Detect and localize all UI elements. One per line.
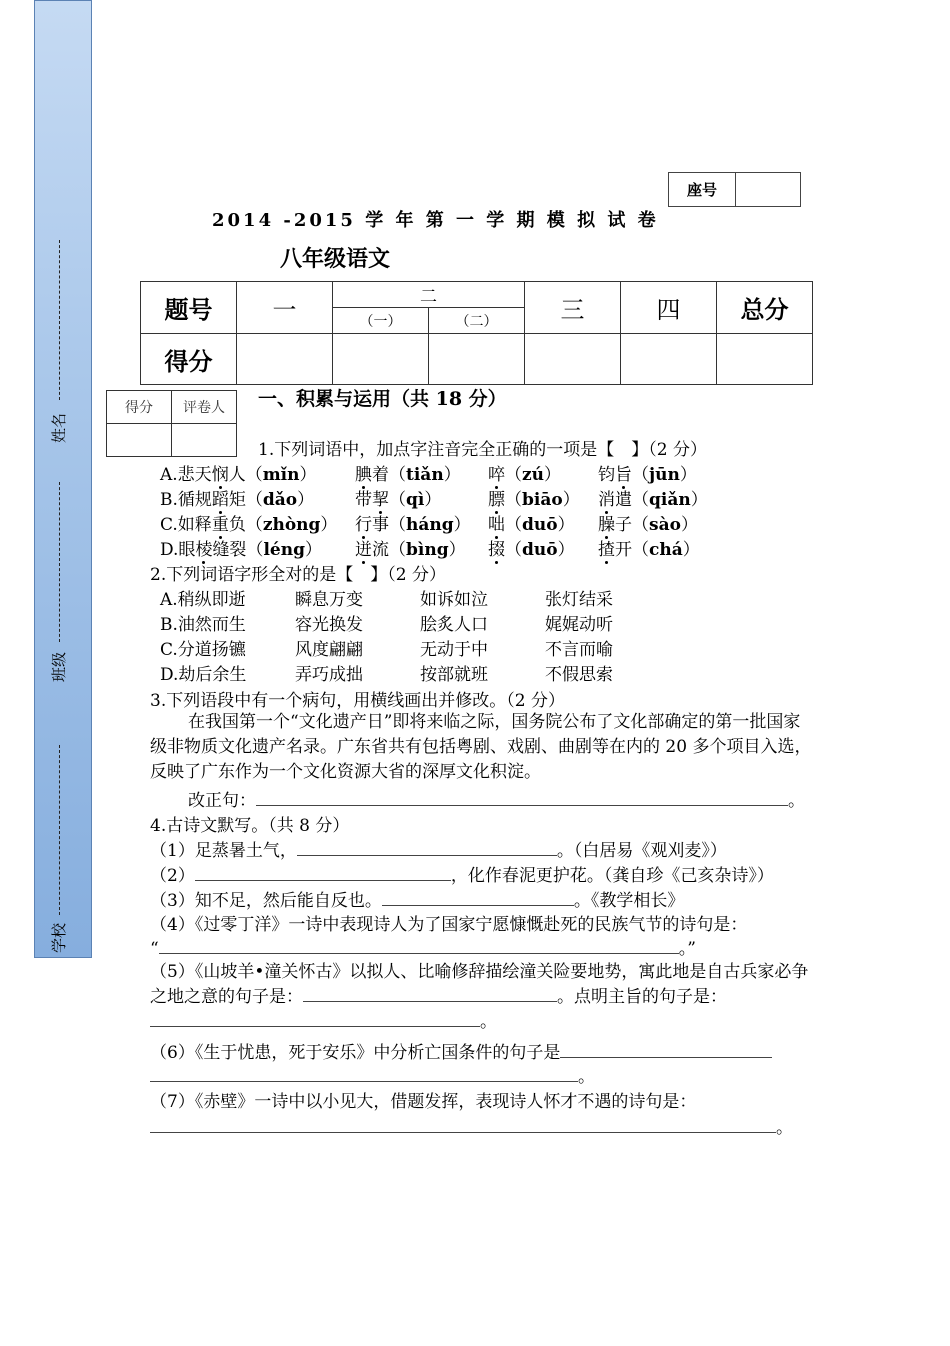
option-text: A.悲天 — [160, 465, 212, 485]
q4-item4-blank[interactable] — [159, 937, 679, 954]
pinyin: zhòng — [262, 515, 321, 535]
class-line — [59, 482, 60, 642]
score-cell[interactable] — [717, 334, 813, 385]
q4-item4-close: 。” — [678, 939, 696, 959]
dotted-char: 掇 — [488, 540, 505, 560]
q4-item6-blank2[interactable] — [150, 1065, 578, 1082]
option-text: 缝裂（ — [212, 540, 264, 560]
header-part2a: （一） — [333, 308, 429, 334]
exam-subtitle: 八年级语文 — [280, 246, 391, 272]
dotted-char: 蹈 — [211, 490, 229, 510]
seat-label: 座号 — [669, 173, 736, 207]
option-text: （ — [389, 490, 406, 510]
pinyin: mǐn — [262, 465, 300, 485]
option-text: 流（ — [372, 540, 406, 560]
header-part2: 二 — [333, 282, 525, 308]
q3-stem: 3.下列语段中有一个病句，用横线画出并修改。（2 分） — [150, 691, 565, 711]
q3-fix-end: 。 — [788, 791, 805, 811]
option-text: ） — [453, 515, 471, 535]
header-part4: 四 — [621, 282, 717, 334]
q1-option — [598, 485, 708, 510]
pinyin: háng — [406, 515, 454, 535]
grader-score-cell[interactable] — [107, 424, 172, 457]
dotted-char: 消 — [598, 490, 615, 510]
grader-name-cell[interactable] — [172, 424, 237, 457]
q2-option: 娓娓动听 — [545, 615, 613, 635]
option-text: ） — [304, 540, 322, 560]
q3-fix — [188, 786, 805, 811]
dotted-char: 悯 — [211, 465, 229, 485]
option-text: ） — [562, 490, 580, 510]
option-text: （ — [505, 515, 522, 535]
dotted-char: 旨 — [615, 465, 632, 485]
q1-option — [598, 460, 697, 485]
option-text: （ — [505, 465, 522, 485]
header-part2b: （二） — [429, 308, 525, 334]
q4-item7-blank[interactable] — [150, 1116, 776, 1133]
pinyin: bìng — [406, 540, 449, 560]
q2-option: 不言而喻 — [545, 640, 613, 660]
option-text: 子（ — [615, 515, 649, 535]
score-cell[interactable] — [237, 334, 333, 385]
q4-item5 — [150, 960, 812, 1035]
q1-option — [355, 460, 461, 485]
dotted-char: 咄 — [488, 515, 505, 535]
pinyin: léng — [263, 540, 305, 560]
q2-option: 弄巧成拙 — [295, 665, 363, 685]
q1-option — [160, 485, 314, 510]
option-text: C.如释 — [160, 515, 212, 535]
option-text: D.眼 — [160, 540, 196, 560]
q4-item1-text: （1）足蒸暑土气， — [150, 841, 297, 861]
q2-option: 容光换发 — [295, 615, 363, 635]
header-number: 题号 — [141, 282, 237, 334]
q4-item3-text: （3）知不足，然后能自反也。 — [150, 891, 382, 911]
class-label: 班级 — [50, 651, 68, 682]
option-text: 矩（ — [228, 490, 263, 510]
q4-item6-text: （6）《生于忧患，死于安乐》中分析亡国条件的句子是 — [150, 1043, 561, 1063]
option-text: ） — [443, 465, 461, 485]
option-text: ） — [299, 465, 317, 485]
q1-option — [488, 510, 575, 535]
q2-option: 张灯结采 — [545, 590, 613, 610]
q4-item1-blank[interactable] — [297, 839, 557, 856]
option-text: ） — [679, 465, 697, 485]
binding-margin — [34, 0, 92, 958]
q4-item2-source: ，化作春泥更护花。（龚自珍《己亥杂诗》） — [450, 866, 774, 886]
option-text: （ — [632, 465, 649, 485]
dotted-char: 揸 — [598, 540, 615, 560]
q1-option — [488, 460, 561, 485]
q3-fix-label: 改正句： — [188, 791, 256, 811]
option-text: 事（ — [372, 515, 406, 535]
grader-name-label: 评卷人 — [172, 391, 237, 424]
dotted-char: 膘 — [488, 490, 505, 510]
name-label: 姓名 — [50, 412, 68, 443]
q4-item5-end: 。 — [480, 1012, 497, 1032]
q2-option: C.分道扬镳 — [160, 640, 246, 660]
dotted-char: 行 — [355, 515, 372, 535]
option-text: 人（ — [228, 465, 263, 485]
pinyin: biāo — [522, 490, 563, 510]
score-cell[interactable] — [333, 334, 429, 385]
dotted-char: 啐 — [488, 465, 505, 485]
q2-option: D.劫后余生 — [160, 665, 247, 685]
q4-item2 — [150, 861, 774, 886]
q4-item1-source: 。（白居易《观刈麦》） — [556, 841, 727, 861]
pinyin: sào — [649, 515, 681, 535]
score-cell[interactable] — [429, 334, 525, 385]
q2-option: 如诉如泣 — [420, 590, 488, 610]
dotted-char: 重 — [211, 515, 229, 535]
q2-option: 按部就班 — [420, 665, 488, 685]
q1-option — [160, 460, 317, 485]
option-text: ） — [690, 490, 708, 510]
q2-option: 不假思索 — [545, 665, 613, 685]
option-text: 钧 — [598, 465, 615, 485]
option-text: ） — [320, 515, 338, 535]
q4-item7-text: （7）《赤壁》一诗中以小见大，借题发挥，表现诗人怀才不遇的诗句是： — [150, 1092, 697, 1112]
q3-fix-blank[interactable] — [256, 789, 788, 806]
option-text: ） — [557, 515, 575, 535]
q4-item7-answer — [150, 1113, 793, 1138]
q1-option — [355, 485, 441, 510]
q4-item6-blank1[interactable] — [560, 1041, 772, 1058]
q2-option: 无动于中 — [420, 640, 488, 660]
q2-option: 瞬息万变 — [295, 590, 363, 610]
pinyin: tiǎn — [406, 465, 444, 485]
q1-option — [598, 535, 700, 560]
option-text: ） — [557, 540, 575, 560]
section-heading: 一、积累与运用（共 18 分） — [258, 388, 507, 410]
q1-option — [488, 535, 575, 560]
seat-value[interactable] — [736, 173, 801, 207]
q4-item3-blank[interactable] — [382, 889, 574, 906]
seat-box — [668, 172, 801, 207]
header-part3: 三 — [525, 282, 621, 334]
exam-title: 2014 -2015 学 年 第 一 学 期 模 拟 试 卷 — [212, 210, 659, 231]
q4-item5-blank1[interactable] — [303, 985, 557, 1002]
option-text: B.循规 — [160, 490, 212, 510]
option-text: 遣（ — [615, 490, 649, 510]
option-text: ） — [544, 465, 562, 485]
grader-box — [106, 390, 237, 457]
option-text: （ — [505, 490, 522, 510]
dotted-char: 腆 — [355, 465, 372, 485]
q4-item5-mid: 。点明主旨的句子是： — [557, 987, 727, 1007]
pinyin: duō — [522, 515, 558, 535]
pinyin: chá — [649, 540, 683, 560]
dotted-char: 臊 — [598, 515, 615, 535]
q4-item4-text: （4）《过零丁洋》一诗中表现诗人为了国家宁愿慷慨赴死的民族气节的诗句是： — [150, 915, 748, 935]
dotted-char: 棱 — [195, 540, 213, 560]
pinyin: qì — [406, 490, 425, 510]
dotted-char: 迸 — [355, 540, 372, 560]
option-text: ） — [680, 515, 698, 535]
option-text: 开（ — [615, 540, 649, 560]
q1-option — [160, 510, 337, 535]
pinyin: jūn — [649, 465, 680, 485]
q2-option: 脍炙人口 — [420, 615, 488, 635]
dotted-char: 挈 — [372, 490, 389, 510]
q1-option — [355, 535, 466, 560]
q4-stem: 4.古诗文默写。（共 8 分） — [150, 816, 350, 836]
score-row-label: 得分 — [141, 334, 237, 385]
q4-item2-text: （2） — [150, 866, 195, 886]
option-text: 负（ — [228, 515, 263, 535]
q1-option — [355, 510, 471, 535]
q2-option: 风度翩翩 — [295, 640, 363, 660]
q3-passage: 在我国第一个“文化遗产日”即将来临之际，国务院公布了文化部确定的第一批国家级非物质文化遗产名录。广东省共有包括粤剧、戏剧、曲剧等在内的 20 多个项目入选，反映了广东作为一个文化资源大省的深厚文化积淀。 — [150, 712, 812, 782]
q4-item6-end: 。 — [578, 1067, 595, 1087]
pinyin: duō — [522, 540, 558, 560]
option-text: 带 — [355, 490, 372, 510]
q4-item5-blank2[interactable] — [150, 1010, 480, 1027]
q4-item4-open: “ — [150, 939, 159, 959]
header-total: 总分 — [717, 282, 813, 334]
q4-item4-answer — [150, 934, 696, 959]
q2-option: B.油然而生 — [160, 615, 246, 635]
grader-score-label: 得分 — [107, 391, 172, 424]
score-cell[interactable] — [525, 334, 621, 385]
option-text: 着（ — [372, 465, 406, 485]
option-text: ） — [682, 540, 700, 560]
pinyin: dǎo — [262, 490, 298, 510]
q4-item2-blank[interactable] — [195, 864, 451, 881]
q2-stem: 2.下列词语字形全对的是【 】（2 分） — [150, 565, 446, 585]
q1-option — [488, 485, 580, 510]
school-label: 学校 — [50, 922, 68, 953]
q4-item1 — [150, 836, 727, 861]
q2-option: A.稍纵即逝 — [160, 590, 246, 610]
q4-item3-source: 。《教学相长》 — [573, 891, 685, 911]
q4-item7-end: 。 — [776, 1118, 793, 1138]
option-text: ） — [297, 490, 315, 510]
q1-option — [598, 510, 698, 535]
option-text: （ — [505, 540, 522, 560]
q1-option — [160, 535, 322, 560]
header-part1: 一 — [237, 282, 333, 334]
q4-item5-text: （5）《山坡羊•潼关怀古》以拟人、比喻修辞描绘潼关险要地势，寓此地是自古兵家必争之地之意的句子是： — [150, 962, 809, 1007]
q4-item3 — [150, 886, 684, 911]
score-cell[interactable] — [621, 334, 717, 385]
pinyin: zú — [522, 465, 545, 485]
school-line — [59, 745, 60, 915]
q1-stem: 1.下列词语中，加点字注音完全正确的一项是【 】（2 分） — [258, 440, 707, 460]
name-line — [59, 240, 60, 400]
option-text: ） — [448, 540, 466, 560]
q4-item6-cont — [150, 1062, 595, 1087]
score-table — [140, 281, 813, 385]
q4-item6 — [150, 1038, 772, 1063]
option-text: ） — [424, 490, 442, 510]
pinyin: qiǎn — [649, 490, 691, 510]
